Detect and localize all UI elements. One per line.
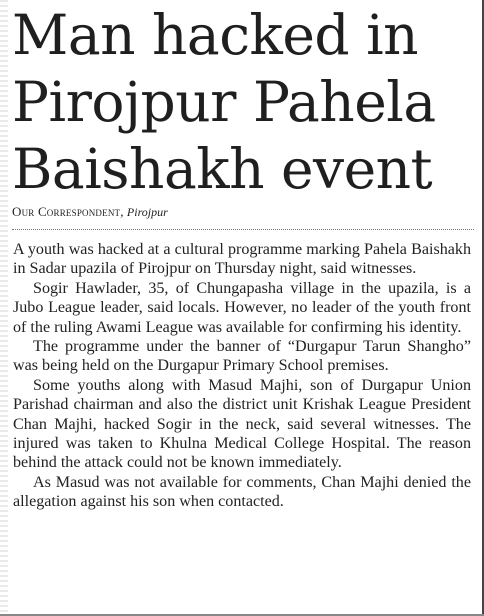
headline <box>12 2 478 203</box>
headline-line-3: Baishakh event <box>12 137 433 201</box>
byline-place: Pirojpur <box>126 205 168 219</box>
article-paragraph-3: The programme under the banner of “Durgapur Tarun Shangho” was being held on the Durgapur Primary School premises. <box>13 338 471 375</box>
byline <box>12 204 168 220</box>
article-paragraph-1: A youth was hacked at a cultural programme marking Pahela Baishakh in Sadar upazila of Pirojpur on Thursday night, said witnesses. <box>13 241 471 278</box>
article-body <box>13 240 471 512</box>
headline-line-2: Pirojpur Pahela <box>12 70 436 134</box>
page-edge-left <box>0 0 8 616</box>
headline-line-1: Man hacked in <box>12 3 419 67</box>
byline-author: Our Correspondent, <box>12 204 124 219</box>
article-paragraph-5: As Masud was not available for comments, Chan Majhi denied the allegation against his son when contacted. <box>13 473 471 511</box>
article-paragraph-4: Some youths along with Masud Majhi, son of Durgapur Union Parishad chairman and also the district unit Krishak League President Chan Majhi, hacked Sogir in the neck, said several witnesses. The injured was taken to Khulna Medical College Hospital. The reason behind the attack could not be known immediately. <box>13 376 471 472</box>
article-paragraph-2: Sogir Hawlader, 35, of Chungapasha village in the upazila, is a Jubo League leader, said locals. However, no leader of the youth front of the ruling Awami League was available for confirming his identity. <box>13 279 471 336</box>
byline-divider <box>12 229 474 230</box>
